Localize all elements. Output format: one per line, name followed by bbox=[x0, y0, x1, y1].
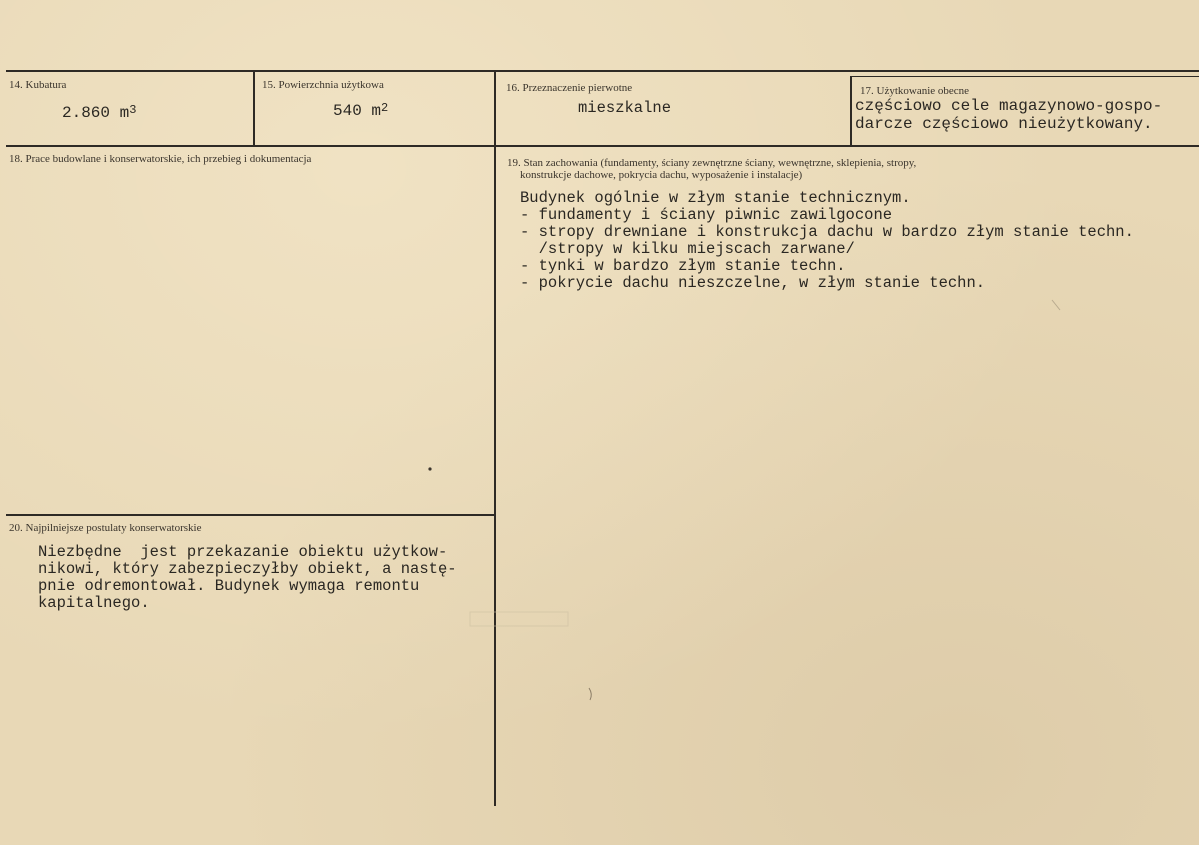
field20-line-2: nikowi, który zabezpieczyłby obiekt, a nastę- bbox=[38, 560, 457, 578]
field19-label-line-2: konstrukcje dachowe, pokrycia dachu, wyposażenie i instalacje) bbox=[520, 169, 803, 181]
field15-label: 15. Powierzchnia użytkowa bbox=[262, 79, 384, 91]
field16-value: mieszkalne bbox=[578, 99, 672, 117]
field14-value bbox=[62, 104, 136, 123]
field15-number: 540 m bbox=[333, 102, 382, 120]
field14-exponent: 3 bbox=[129, 103, 137, 117]
field15-exponent: 2 bbox=[381, 101, 389, 115]
divider-16-17 bbox=[850, 77, 852, 146]
divider-14-15 bbox=[253, 71, 255, 146]
field17-label: 17. Użytkowanie obecne bbox=[860, 85, 970, 97]
field14-label: 14. Kubatura bbox=[9, 79, 67, 91]
field20-line-1: Niezbędne jest przekazanie obiektu użytkow- bbox=[38, 543, 448, 561]
field18-label: 18. Prace budowlane i konserwatorskie, ich przebieg i dokumentacja bbox=[9, 153, 312, 165]
top-rule bbox=[6, 70, 1199, 72]
field17-line-1: częściowo cele magazynowo-gospo- bbox=[855, 97, 1163, 115]
field19-line-6: - pokrycie dachu nieszczelne, w złym stanie techn. bbox=[520, 274, 986, 292]
field15-value bbox=[333, 102, 388, 121]
field20-line-3: pnie odremontował. Budynek wymaga remontu bbox=[38, 577, 420, 595]
field20-top-rule bbox=[6, 514, 496, 516]
field20-line-4: kapitalnego. bbox=[38, 594, 150, 612]
field14-number: 2.860 m bbox=[62, 104, 130, 122]
field17-inner-rule bbox=[850, 76, 1199, 77]
field17-line-2: darcze częściowo nieużytkowany. bbox=[855, 115, 1153, 133]
field19-line-3: - stropy drewniane i konstrukcja dachu w bardzo złym stanie techn. bbox=[520, 223, 1134, 241]
field20-label: 20. Najpilniejsze postulaty konserwatorskie bbox=[9, 522, 202, 534]
field19-line-5: - tynki w bardzo złym stanie techn. bbox=[520, 257, 846, 275]
row1-bottom-rule bbox=[6, 145, 1199, 147]
field16-label: 16. Przeznaczenie pierwotne bbox=[506, 82, 633, 94]
field19-line-4: /stropy w kilku miejscach zarwane/ bbox=[520, 240, 855, 258]
field19-label-line-1: 19. Stan zachowania (fundamenty, ściany zewnętrzne ściany, wewnętrzne, sklepienia, stropy, bbox=[507, 157, 917, 169]
field19-line-2: - fundamenty i ściany piwnic zawilgocone bbox=[520, 206, 893, 224]
divider-main bbox=[494, 71, 496, 806]
field19-line-1: Budynek ogólnie w złym stanie technicznym. bbox=[520, 189, 911, 207]
